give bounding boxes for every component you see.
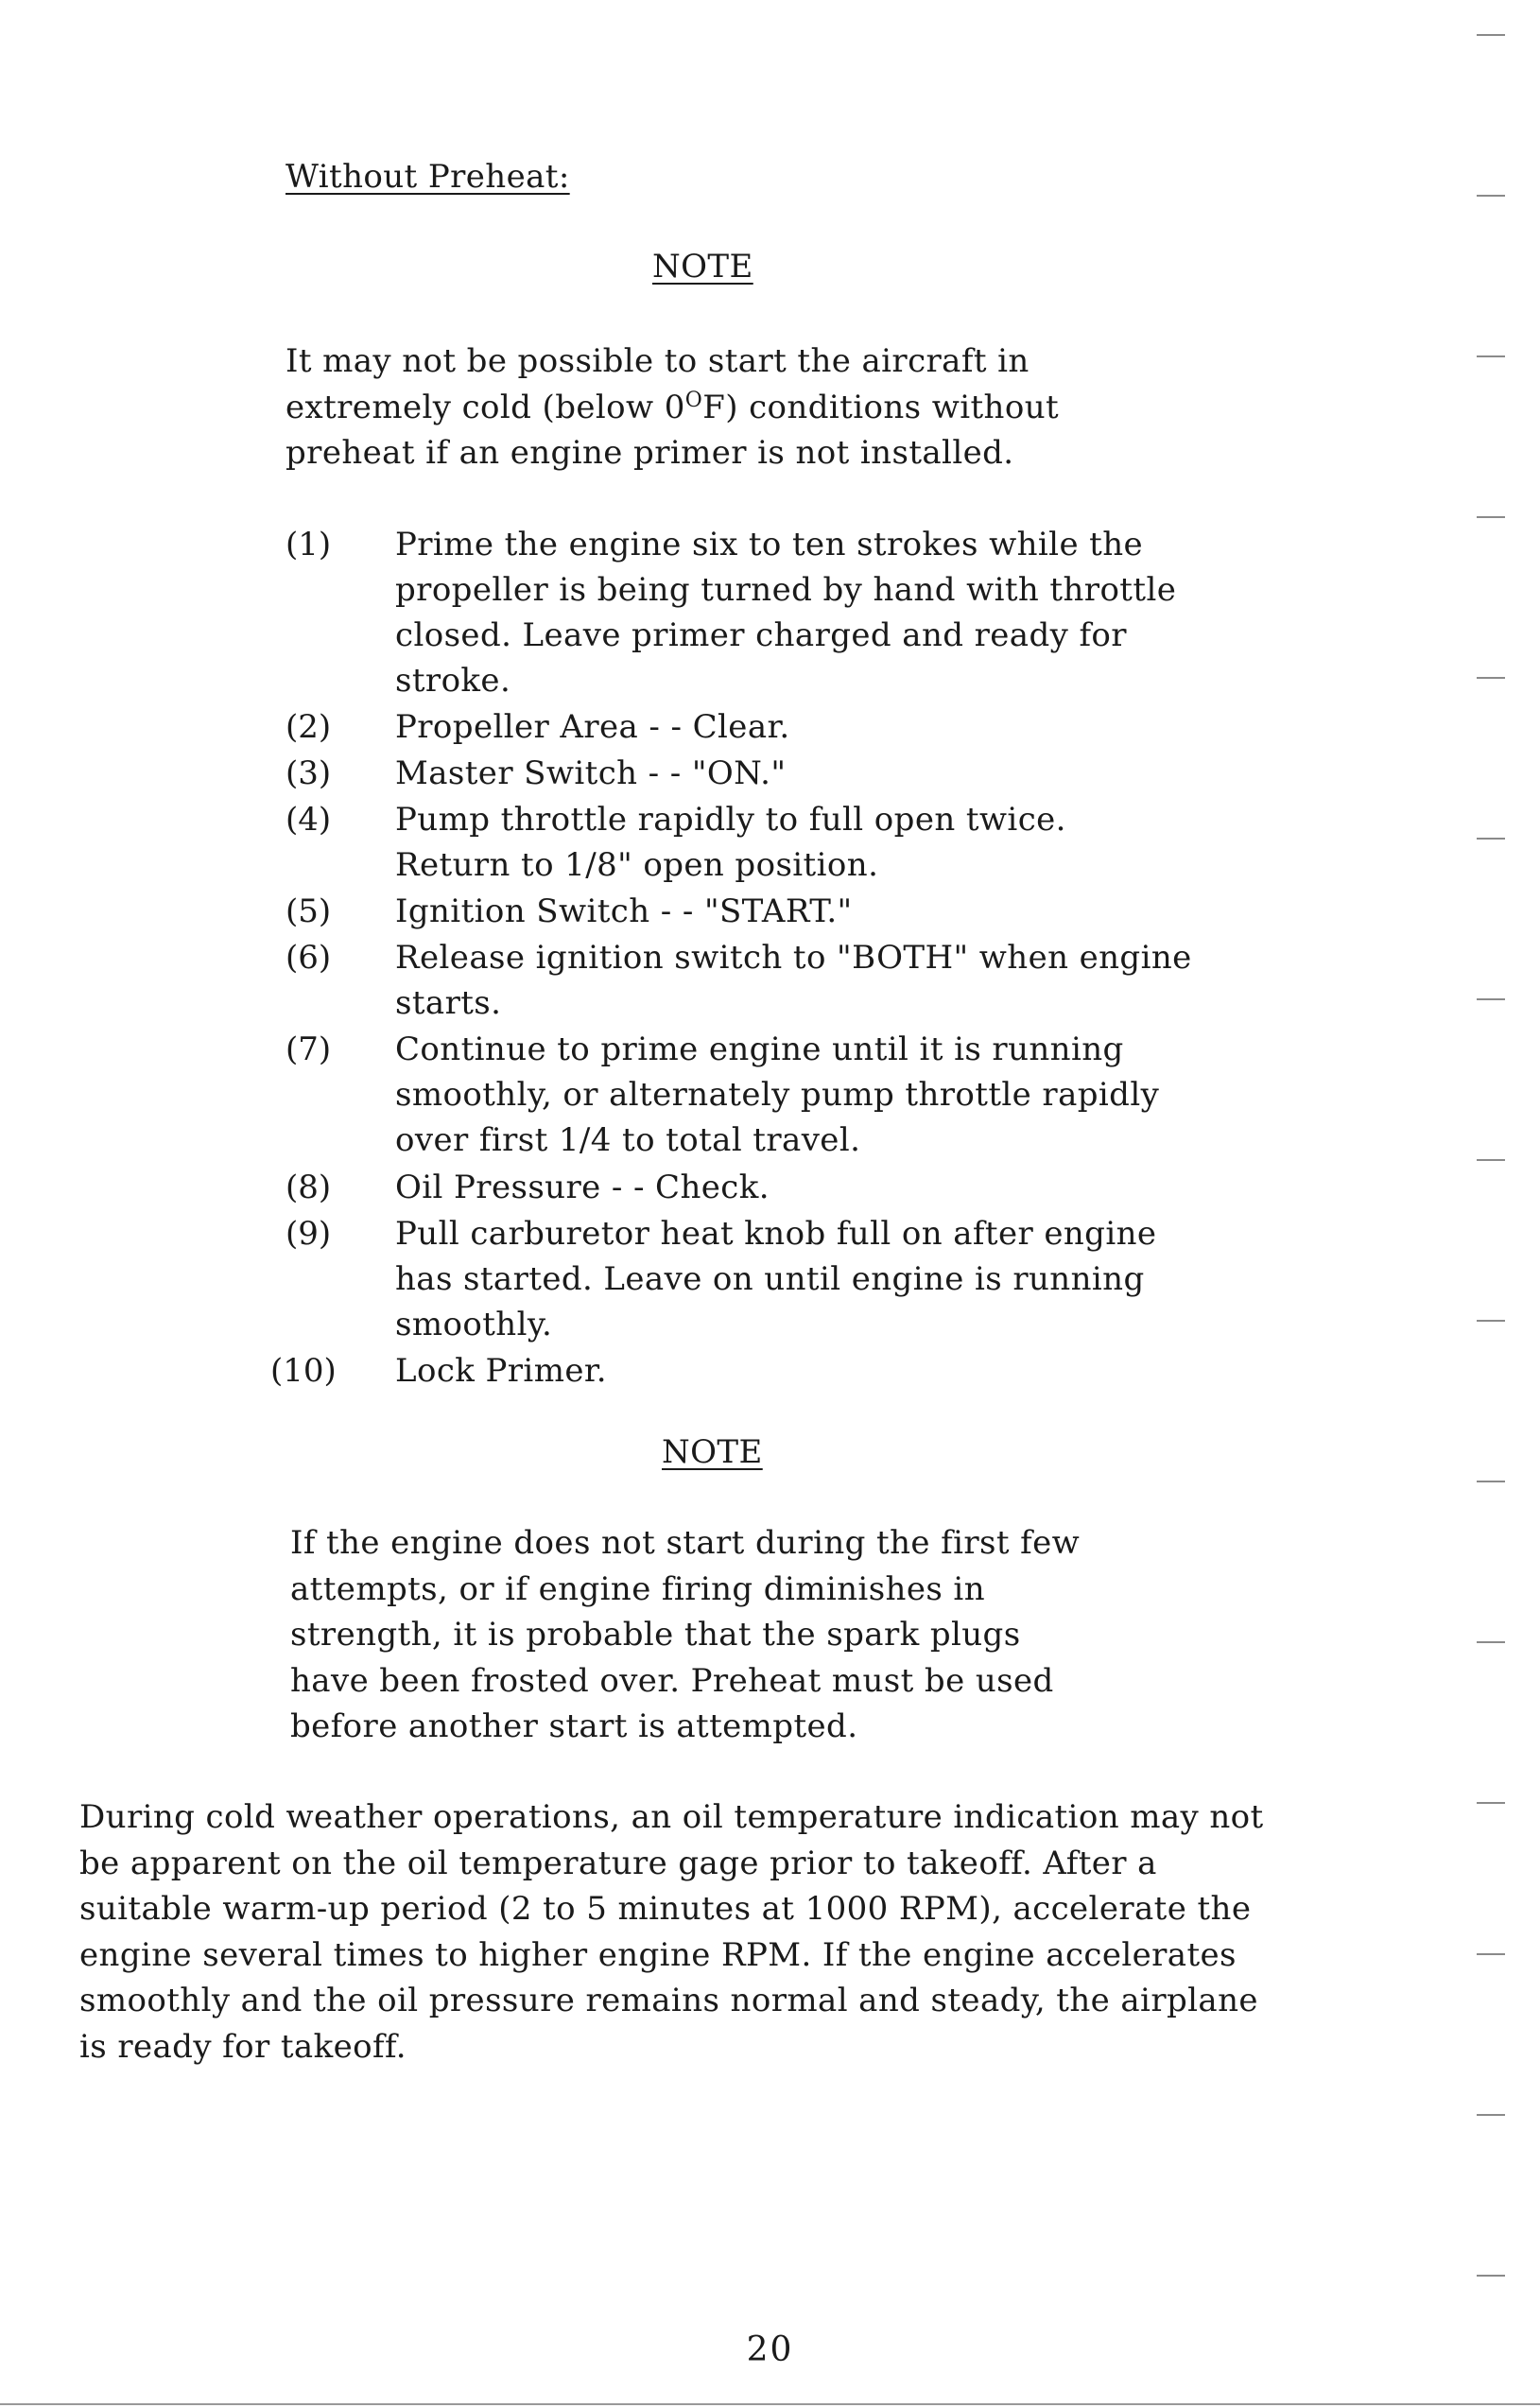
step-text	[395, 935, 1284, 1026]
step-number: (10)	[270, 1352, 337, 1390]
note-line: attempts, or if engine firing diminishes in	[290, 1569, 986, 1608]
note-text-2	[290, 1520, 1080, 1750]
step-line: Continue to prime engine until it is running	[395, 1031, 1124, 1068]
degree-superscript: O	[684, 388, 703, 412]
step-line: over first 1/4 to total travel.	[395, 1121, 861, 1159]
note-line: preheat if an engine primer is not installed.	[286, 434, 1014, 472]
margin-tick	[1477, 1802, 1505, 1804]
note-label-1: NOTE	[652, 248, 753, 286]
paragraph-line: engine several times to higher engine RPM. If the engine accelerates	[79, 1935, 1237, 1974]
step-number: (4)	[286, 801, 332, 839]
step-line: Lock Primer.	[395, 1352, 607, 1390]
paragraph-line: is ready for takeoff.	[79, 2027, 407, 2066]
step-text	[395, 1211, 1284, 1347]
margin-tick	[1477, 1159, 1505, 1161]
note-line: If the engine does not start during the first few	[290, 1524, 1081, 1562]
section-heading: Without Preheat:	[286, 158, 570, 196]
step-text	[395, 1165, 1284, 1210]
step-line: Oil Pressure - - Check.	[395, 1169, 770, 1206]
step-text	[395, 797, 1284, 888]
note-label-2: NOTE	[662, 1433, 763, 1471]
margin-tick	[1477, 1320, 1505, 1322]
step-line: starts.	[395, 984, 502, 1022]
note-line: before another start is attempted.	[290, 1707, 858, 1745]
paragraph-line: smoothly and the oil pressure remains normal and steady, the airplane	[79, 1982, 1258, 2019]
step-number: (8)	[286, 1169, 332, 1206]
page-bottom-rule	[0, 2403, 1540, 2405]
step-line: has started. Leave on until engine is running	[395, 1260, 1145, 1298]
step-text	[395, 704, 1284, 750]
step-line: Release ignition switch to "BOTH" when engine	[395, 939, 1192, 977]
step-line: stroke.	[395, 662, 511, 700]
step-number: (5)	[286, 892, 332, 930]
step-number: (1)	[286, 526, 332, 563]
step-line: smoothly, or alternately pump throttle rapidly	[395, 1076, 1160, 1114]
note-line: strength, it is probable that the spark plugs	[290, 1616, 1021, 1654]
step-text	[395, 1027, 1284, 1163]
step-number: (3)	[286, 754, 332, 792]
margin-tick	[1477, 677, 1505, 679]
body-paragraph	[79, 1794, 1264, 2070]
step-line: Prime the engine six to ten strokes while the	[395, 526, 1144, 563]
step-text	[395, 889, 1284, 934]
step-line: Master Switch - - "ON."	[395, 754, 787, 792]
step-line: closed. Leave primer charged and ready for	[395, 616, 1127, 654]
step-line: Return to 1/8" open position.	[395, 846, 879, 884]
step-line: Pull carburetor heat knob full on after engine	[395, 1215, 1157, 1253]
step-line: smoothly.	[395, 1306, 553, 1343]
note-text-1	[286, 338, 1059, 476]
step-text	[395, 522, 1284, 703]
margin-tick	[1477, 2114, 1505, 2116]
margin-tick	[1477, 34, 1505, 36]
step-line: Pump throttle rapidly to full open twice.	[395, 801, 1066, 839]
step-number: (7)	[286, 1031, 332, 1068]
margin-tick	[1477, 2275, 1505, 2277]
step-line: propeller is being turned by hand with throttle	[395, 571, 1177, 609]
paragraph-line: suitable warm-up period (2 to 5 minutes at 1000 RPM), accelerate the	[79, 1890, 1252, 1928]
paragraph-line: be apparent on the oil temperature gage prior to takeoff. After a	[79, 1844, 1157, 1882]
step-number: (6)	[286, 939, 332, 977]
step-text	[395, 751, 1284, 796]
page-number: 20	[746, 2330, 794, 2369]
step-number: (9)	[286, 1215, 332, 1253]
margin-tick	[1477, 998, 1505, 1000]
step-line: Propeller Area - - Clear.	[395, 708, 790, 746]
paragraph-line: During cold weather operations, an oil temperature indication may not	[79, 1798, 1264, 1836]
step-text	[395, 1348, 1284, 1394]
note-line: It may not be possible to start the aircraft in	[286, 342, 1030, 380]
margin-tick	[1477, 1481, 1505, 1482]
note-line: have been frosted over. Preheat must be used	[290, 1661, 1054, 1700]
margin-tick	[1477, 516, 1505, 518]
margin-tick	[1477, 1953, 1505, 1955]
margin-tick	[1477, 1641, 1505, 1643]
margin-tick	[1477, 355, 1505, 357]
margin-tick	[1477, 838, 1505, 840]
step-line: Ignition Switch - - "START."	[395, 892, 853, 930]
margin-tick	[1477, 195, 1505, 197]
note-line: extremely cold (below $0^OF$) conditions without	[286, 388, 1060, 426]
step-number: (2)	[286, 708, 332, 746]
